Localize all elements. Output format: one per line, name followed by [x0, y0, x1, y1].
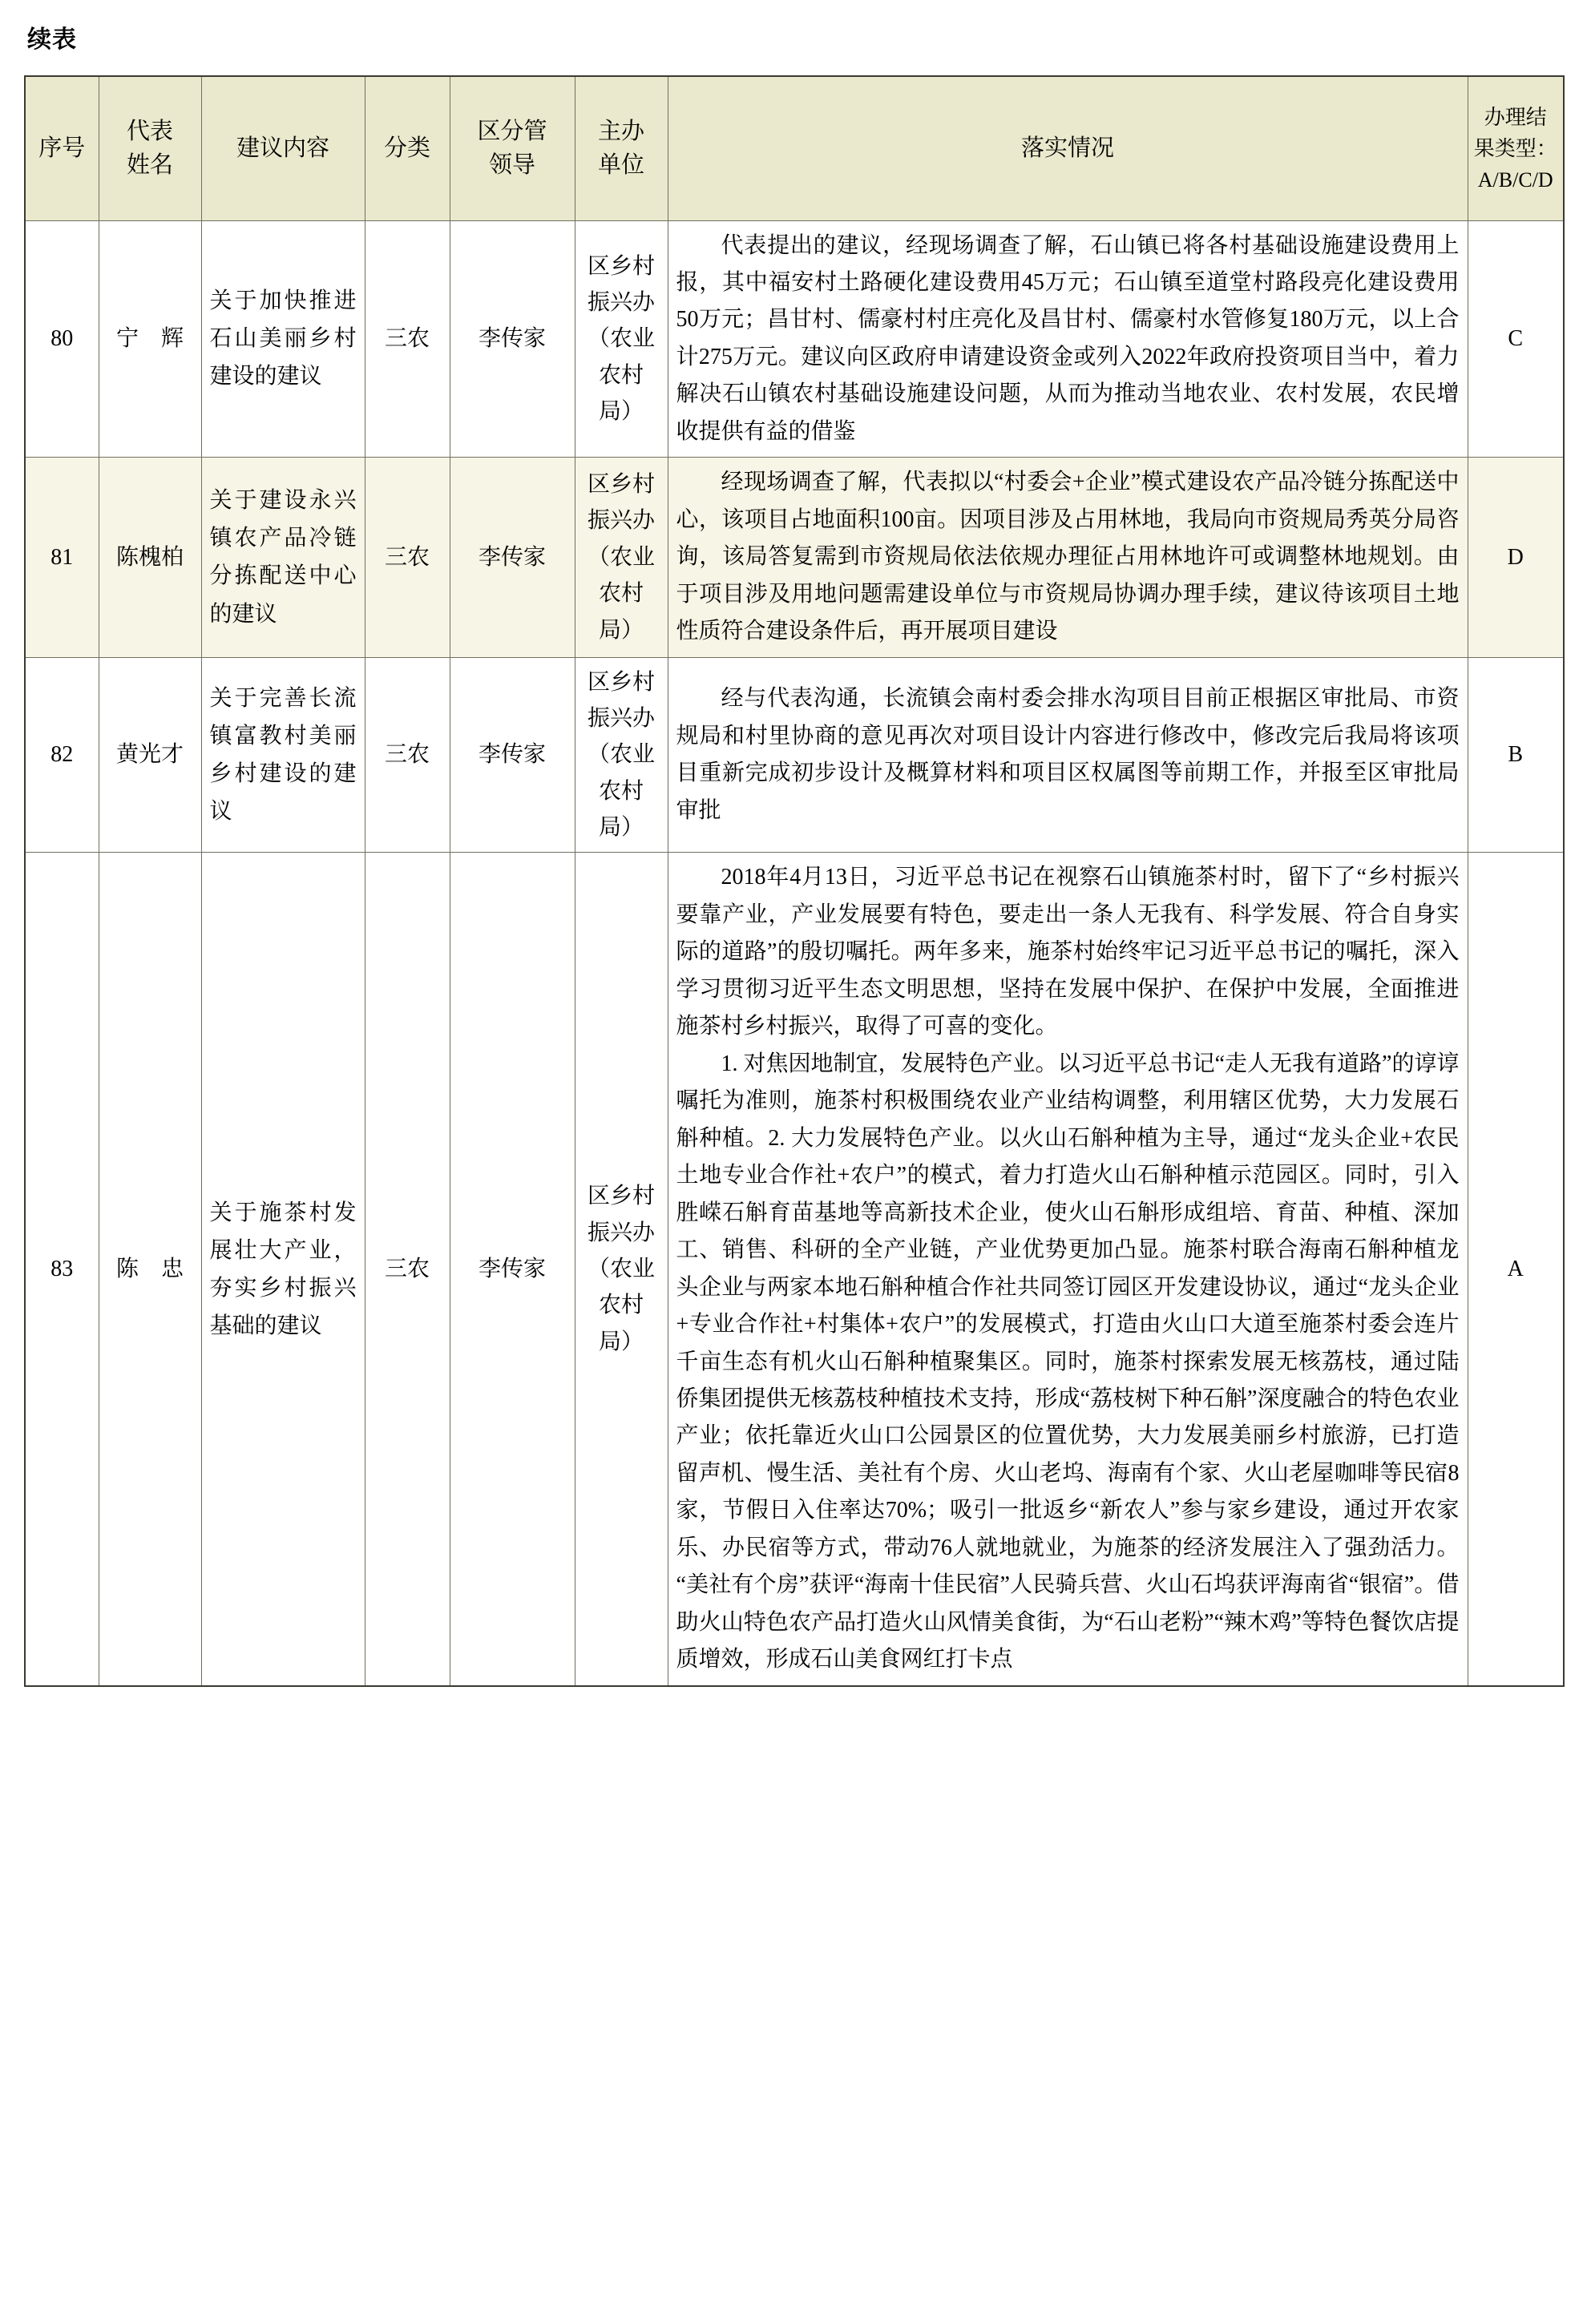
cell-suggestion-content: 关于建设永兴镇农产品冷链分拣配送中心的建议: [201, 458, 365, 657]
table-body: [25, 220, 1564, 1686]
cell-host-unit: 区乡村振兴办（农业农村局）: [575, 853, 668, 1686]
cell-representative-name: 宁 辉: [99, 220, 201, 458]
table-row: [25, 458, 1564, 657]
cell-classification: 三农: [365, 220, 450, 458]
column-header-leader-line1: 区分管: [477, 119, 547, 145]
column-header-name: [99, 76, 201, 220]
column-header-name-line2: 姓名: [126, 152, 173, 179]
cell-implementation: [668, 853, 1468, 1686]
column-header-result-line2: 果类型：: [1473, 136, 1557, 160]
table-row: [25, 220, 1564, 458]
cell-representative-name: 陈 忠: [99, 853, 201, 1686]
cell-implementation: [668, 458, 1468, 657]
table-row: [25, 853, 1564, 1686]
table-header: [25, 76, 1564, 220]
column-header-leader-line2: 领导: [488, 152, 535, 179]
column-header-unit-line1: 主办: [597, 119, 644, 145]
implementation-paragraph: 2018年4月13日，习近平总书记在视察石山镇施茶村时，留下了“乡村振兴要靠产业，产业发展要有特色，要走出一条人无我有、科学发展、符合自身实际的道路”的殷切嘱托。两年多来，施茶村始终牢记习近平总书记的嘱托，深入学习贯彻习近平生态文明思想，坚持在发展中保护、在保护中发展，全面推进施茶村乡村振兴，取得了可喜的变化。: [676, 865, 1460, 1039]
column-header-result-line3: A/B/C/D: [1477, 167, 1553, 192]
cell-result-type: B: [1468, 657, 1564, 853]
cell-host-unit: 区乡村振兴办（农业农村局）: [575, 458, 668, 657]
cell-host-unit: 区乡村振兴办（农业农村局）: [575, 220, 668, 458]
column-header-leader: [450, 76, 575, 220]
table-header-row: [25, 76, 1564, 220]
cell-no: 80: [25, 220, 99, 458]
cell-suggestion-content: 关于施茶村发展壮大产业，夯实乡村振兴基础的建议: [201, 853, 365, 1686]
cell-suggestion-content: 关于加快推进石山美丽乡村建设的建议: [201, 220, 365, 458]
cell-representative-name: 黄光才: [99, 657, 201, 853]
implementation-paragraph: 经现场调查了解，代表拟以“村委会+企业”模式建设农产品冷链分拣配送中心，该项目占地面积100亩。因项目涉及占用林地，我局向市资规局秀英分局咨询，该局答复需到市资规局依法依规办理征占用林地许可或调整林地规划。由于项目涉及用地问题需建设单位与市资规局协调办理手续，建议待该项目土地性质符合建设条件后，再开展项目建设: [676, 470, 1460, 644]
implementation-paragraph: 1. 对焦因地制宜，发展特色产业。以习近平总书记“走人无我有道路”的谆谆嘱托为准则，施茶村积极围绕农业产业结构调整，利用辖区优势，大力发展石斛种植。2. 大力发展特色产业。以火山石斛种植为主导，通过“龙头企业+农民土地专业合作社+农户”的模式，着力打造火山石斛种植示范园区。同时，引入胜嵘石斛育苗基地等高新技术企业，使火山石斛形成组培、育苗、种植、深加工、销售、科研的全产业链，产业优势更加凸显。施茶村联合海南石斛种植龙头企业与两家本地石斛种植合作社共同签订园区开发建设协议，通过“龙头企业+专业合作社+村集体+农户”的发展模式，打造由火山口大道至施茶村委会连片千亩生态有机火山石斛种植聚集区。同时，施茶村探索发展无核荔枝，通过陆侨集团提供无核荔枝种植技术支持，形成“荔枝树下种石斛”深度融合的特色农业产业；依托靠近火山口公园景区的位置优势，大力发展美丽乡村旅游，已打造留声机、慢生活、美社有个房、火山老坞、海南有个家、火山老屋咖啡等民宿8家，节假日入住率达70%；吸引一批返乡“新农人”参与家乡建设，通过开农家乐、办民宿等方式，带动76人就地就业，为施茶的经济发展注入了强劲活力。“美社有个房”获评“海南十佳民宿”人民骑兵营、火山石坞获评海南省“银宿”。借助火山特色农产品打造火山风情美食街，为“石山老粉”“辣木鸡”等特色餐饮店提质增效，形成石山美食网红打卡点: [676, 1051, 1460, 1672]
table-row: [25, 657, 1564, 853]
implementation-paragraph: 代表提出的建议，经现场调查了解，石山镇已将各村基础设施建设费用上报，其中福安村土路硬化建设费用45万元；石山镇至道堂村路段亮化建设费用50万元；昌甘村、儒豪村村庄亮化及昌甘村、儒豪村水管修复180万元，以上合计275万元。建议向区政府申请建设资金或列入2022年政府投资项目当中，着力解决石山镇农村基础设施建设问题，从而为推动当地农业、农村发展，农民增收提供有益的借鉴: [676, 232, 1460, 444]
cell-implementation: [668, 220, 1468, 458]
column-header-content: 建议内容: [201, 76, 365, 220]
column-header-result-type: [1468, 76, 1564, 220]
column-header-classification: 分类: [365, 76, 450, 220]
cell-no: 82: [25, 657, 99, 853]
column-header-detail: 落实情况: [668, 76, 1468, 220]
column-header-result-line1: 办理结: [1484, 105, 1547, 129]
cell-no: 83: [25, 853, 99, 1686]
cell-leader: 李传家: [450, 220, 575, 458]
column-header-no: 序号: [25, 76, 99, 220]
cell-leader: 李传家: [450, 853, 575, 1686]
cell-classification: 三农: [365, 657, 450, 853]
cell-representative-name: 陈槐柏: [99, 458, 201, 657]
cell-host-unit: 区乡村振兴办（农业农村局）: [575, 657, 668, 853]
cell-result-type: C: [1468, 220, 1564, 458]
cell-result-type: D: [1468, 458, 1564, 657]
cell-leader: 李传家: [450, 458, 575, 657]
column-header-unit-line2: 单位: [597, 152, 644, 179]
cell-no: 81: [25, 458, 99, 657]
cell-result-type: A: [1468, 853, 1564, 1686]
column-header-name-line1: 代表: [126, 119, 173, 145]
suggestions-table: [24, 75, 1565, 1687]
cell-implementation: [668, 657, 1468, 853]
cell-classification: 三农: [365, 853, 450, 1686]
page-title: 续表: [27, 26, 77, 53]
cell-suggestion-content: 关于完善长流镇富教村美丽乡村建设的建议: [201, 657, 365, 853]
cell-leader: 李传家: [450, 657, 575, 853]
cell-classification: 三农: [365, 458, 450, 657]
implementation-paragraph: 经与代表沟通，长流镇会南村委会排水沟项目目前正根据区审批局、市资规局和村里协商的意见再次对项目设计内容进行修改中，修改完后我局将该项目重新完成初步设计及概算材料和项目区权属图等前期工作，并报至区审批局审批: [676, 686, 1460, 823]
column-header-unit: [575, 76, 668, 220]
